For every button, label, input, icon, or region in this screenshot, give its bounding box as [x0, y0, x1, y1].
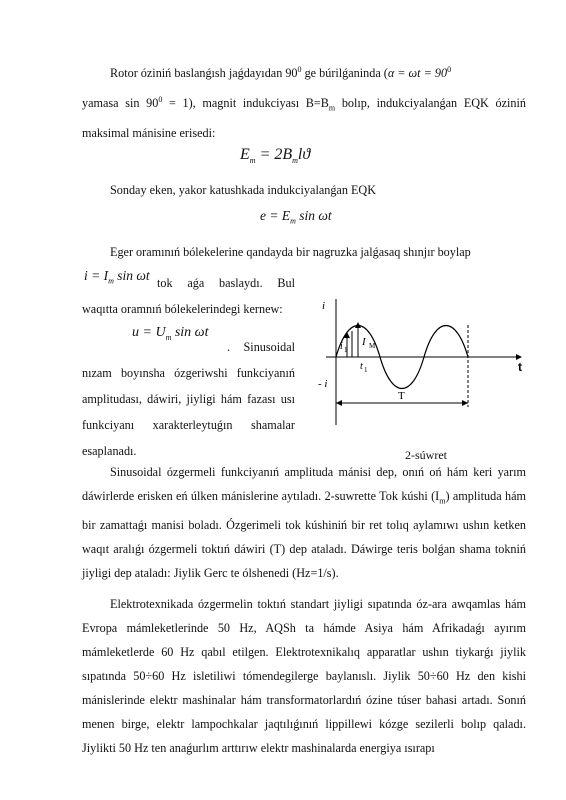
f: e = E [260, 208, 291, 223]
formula-em [240, 146, 310, 165]
f: sin ωt [295, 208, 332, 223]
label-i1-sub: 1 [344, 346, 348, 354]
f: m [290, 216, 296, 226]
formula-sin90: sin 90 [125, 96, 159, 111]
text: bolıp, indukciyalanǵan EQK óziniń maksimal mánisine erisedi: [82, 96, 526, 140]
paragraph-sin [82, 88, 526, 145]
side-text-1 [82, 270, 295, 322]
f: m [165, 332, 172, 342]
f: m [292, 156, 298, 166]
figure-caption: 2-súwret [405, 448, 447, 462]
f: = 2B [255, 146, 293, 163]
paragraph-rotor [82, 58, 526, 85]
f: u = U [132, 325, 166, 340]
sine-wave-figure [318, 295, 530, 430]
arrow-l [336, 400, 342, 406]
label-t1-sub: 1 [364, 366, 368, 374]
text: ge búrilǵaninda ( [301, 66, 388, 81]
f: m [108, 276, 114, 286]
label-t: t [518, 360, 522, 374]
label-im-sub: M [369, 342, 376, 350]
label-i: i [322, 300, 326, 312]
formula-alpha: α = ωt = 90 [387, 66, 448, 81]
f: E [240, 146, 250, 163]
text: yamasa [82, 96, 119, 111]
text: . Sinusoidal nızam boyınsha ózgeriwshi funkciyanıń amplitudası, dáwiri, jiyligi hám fazası usı funkciyanı xarakterleytuǵın shamalar esaplanadı. [82, 340, 295, 458]
f: sin ωt [171, 325, 209, 340]
im-arrowhead [355, 322, 361, 328]
text: Eger oramınıń bólekelerine qandayda bir nagruzka jalǵasaq shınjır boylap [110, 245, 471, 259]
text: Elektrotexnikada ózgermelin toktıń standart jiyligi sıpatında óz-ara awqamlas hám Evropa mámleketlerinde 50 Hz, AQSh ta hámde Asiya hám Afrikadaǵı ayırım mámleketlerde 60 Hz qabıl etilgen. Elektrotexnikalıq apparatlar ushın tiykarǵı jiylik sıpatında 50÷60 Hz isletiliwi tómendegilerge baylanıslı. Jiylik 50÷60 Hz den kishi mánislerinde elektr mashinalar hám transformatorlardıń ózine túser bahasi artadı. Sonıń menen birge, elektr lampochkalar jaqtılıǵınıń lippillewi kózge sezilerli bolıp qaladı. Jiylikti 50 Hz ten anaǵurlım arttırıw elektr mashinalarda energiya ısırapı [82, 597, 526, 755]
paragraph-eger [82, 240, 526, 264]
text: ) amplituda hám bir zamattaǵı manisi boladı. Ózgerimeli tok kúshiniń bir ret tolıq aylamıwı ushın ketken waqıt aralıǵı ózgermeli toktıń dáwiri (T) dep ataladı. Dáwirge teris bolǵan shama tokniń jiyligi dep ataladı: Jiylik Gerc te ólshenedi (Hz=1/s). [82, 489, 526, 581]
text: = 1 [162, 96, 189, 111]
label-T: T [398, 390, 405, 402]
paragraph-frequency [82, 592, 526, 760]
f: lϑ [297, 146, 311, 163]
formula-e [260, 208, 332, 226]
sup: 0 [158, 95, 163, 104]
sub: m [439, 496, 446, 506]
sup: 0 [447, 65, 452, 74]
side-text-2 [82, 334, 295, 464]
f: sin ωt [113, 268, 150, 283]
text: Sinusoidal ózgermeli funkciyanıń amplituda mánisi dep, onıń oń hám keri yarım dáwirlerde erisken eń úlken mánislerine aytıladı. 2-suwrette Tok kúshi (I [82, 465, 526, 503]
label-t1: t [360, 361, 363, 372]
text: Rotor óziniń baslanǵısh jaǵdayıdan 90 [110, 66, 298, 81]
text: tok aǵa baslaydı. Bul waqıtta oramnıń bólekelerindegi kernew: [82, 276, 295, 316]
sub: m [328, 103, 336, 113]
paragraph-amplitude [82, 460, 526, 585]
sup: 0 [297, 65, 302, 74]
paragraph-sonday [82, 178, 526, 202]
label-im: I [362, 336, 366, 348]
label-minus-i: - i [318, 378, 328, 390]
text: ), magnit indukciyası B=B [188, 96, 329, 111]
f: m [249, 156, 256, 166]
label-i1: i [340, 341, 343, 352]
arrow-r [462, 400, 468, 406]
text: Sonday eken, yakor katushkada indukciyalanǵan EQK [110, 183, 377, 197]
f: i = I [84, 268, 109, 283]
